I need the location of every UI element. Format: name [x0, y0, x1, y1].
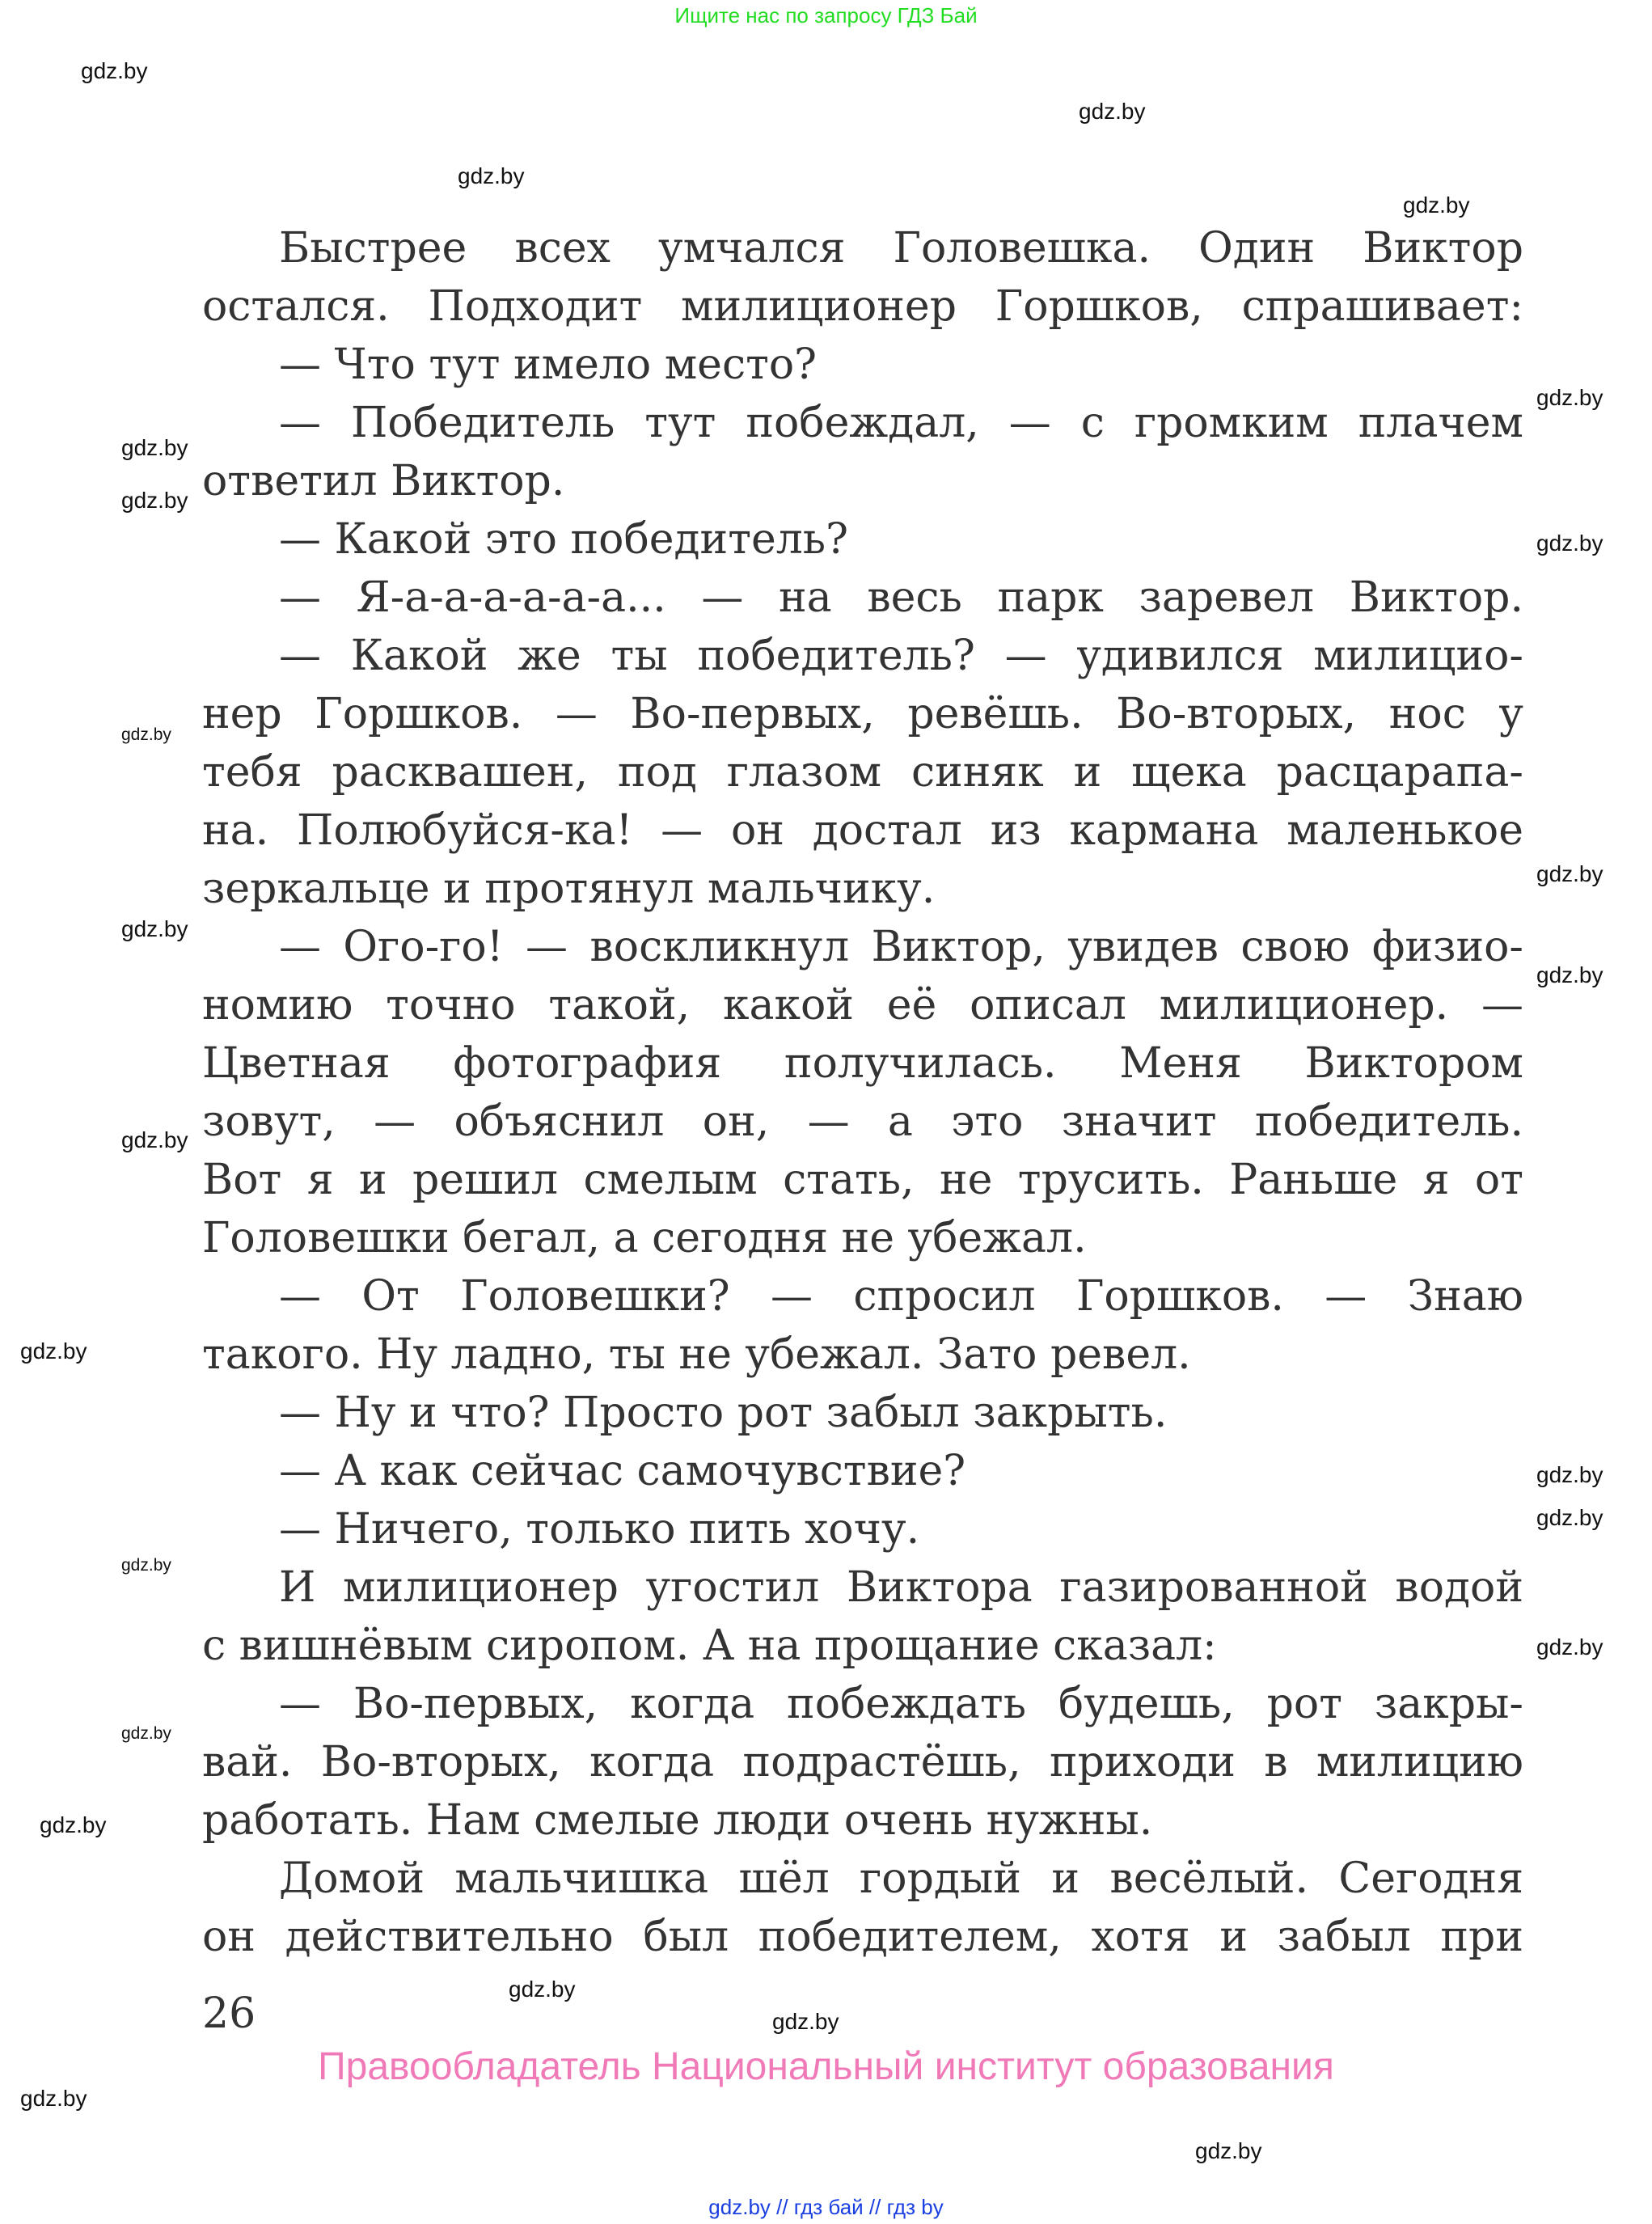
text-line: — Победитель тут побеждал, — с громким плачем: [279, 399, 1523, 447]
watermark-text: gdz.by: [121, 725, 171, 744]
watermark-text: gdz.by: [121, 1127, 188, 1152]
text-line: — Ого-го! — воскликнул Виктор, увидев свою физио-: [279, 923, 1523, 971]
text-line: Домой мальчишка шёл гордый и весёлый. Сегодня: [279, 1854, 1523, 1903]
watermark-text: gdz.by: [121, 435, 188, 460]
watermark-text: gdz.by: [1536, 531, 1603, 556]
text-line: нер Горшков. — Во-первых, ревёшь. Во-вторых, нос у: [202, 690, 1523, 738]
watermark-text: gdz.by: [1536, 962, 1603, 987]
text-line: он действительно был победителем, хотя и забыл при: [202, 1913, 1523, 1961]
text-line: ответил Виктор.: [202, 457, 565, 505]
watermark-text: gdz.by: [1536, 861, 1603, 886]
text-line: — Я-а-а-а-а-а-а... — на весь парк заревел Виктор.: [279, 573, 1523, 622]
text-line: Головешки бегал, а сегодня не убежал.: [202, 1214, 1087, 1262]
text-line: Быстрее всех умчался Головешка. Один Виктор: [279, 224, 1523, 273]
text-line: — Ну и что? Просто рот забыл закрыть.: [279, 1389, 1168, 1437]
watermark-text: gdz.by: [1536, 1462, 1603, 1487]
watermark-text: gdz.by: [20, 2086, 87, 2111]
watermark-text: gdz.by: [20, 1338, 87, 1364]
text-line: такого. Ну ладно, ты не убежал. Зато ревел.: [202, 1330, 1191, 1379]
text-line: — Какой же ты победитель? — удивился милицио-: [279, 632, 1523, 680]
watermark-text: gdz.by: [121, 488, 188, 513]
text-line: зеркальце и протянул мальчику.: [202, 865, 936, 913]
page-number: 26: [202, 1989, 256, 2038]
watermark-text: gdz.by: [772, 2009, 839, 2034]
text-line: на. Полюбуйся-ка! — он достал из кармана маленькое: [202, 806, 1523, 855]
text-line: Вот я и решил смелым стать, не трусить. Раньше я от: [202, 1156, 1523, 1204]
text-line: — А как сейчас самочувствие?: [279, 1447, 966, 1495]
watermark-text: gdz.by: [509, 1977, 576, 2002]
watermark-text: gdz.by: [121, 916, 188, 941]
watermark-text: gdz.by: [1536, 385, 1603, 410]
watermark-text: gdz.by: [121, 1724, 171, 1743]
text-line: номию точно такой, какой её описал милиционер. —: [202, 981, 1523, 1030]
text-line: И милиционер угостил Виктора газированной водой: [279, 1563, 1523, 1612]
text-line: зовут, — объяснил он, — а это значит победитель.: [202, 1097, 1523, 1146]
story-text: [202, 224, 1523, 1971]
watermark-text: gdz.by: [1195, 2138, 1262, 2163]
watermark-text: gdz.by: [1403, 192, 1470, 218]
watermark-text: gdz.by: [458, 163, 525, 188]
watermark-text: gdz.by: [1536, 1634, 1603, 1660]
search-hint-banner: Ищите нас по запросу ГДЗ Бай: [674, 3, 978, 27]
text-line: с вишнёвым сиропом. А на прощание сказал:: [202, 1621, 1217, 1670]
text-line: — Ничего, только пить хочу.: [279, 1505, 920, 1554]
text-line: остался. Подходит милиционер Горшков, спрашивает:: [202, 282, 1523, 331]
text-line: вай. Во-вторых, когда подрастёшь, приходи в милицию: [202, 1738, 1523, 1786]
watermark-text: gdz.by: [1079, 99, 1146, 124]
text-line: — Какой это победитель?: [279, 515, 848, 564]
text-line: — Что тут имело место?: [279, 340, 818, 389]
watermark-text: gdz.by: [81, 58, 148, 83]
watermark-text: gdz.by: [121, 1556, 171, 1575]
text-line: тебя расквашен, под глазом синяк и щека расцарапа-: [202, 748, 1523, 797]
text-line: — Во-первых, когда побеждать будешь, рот закры-: [279, 1680, 1523, 1728]
watermark-text: gdz.by: [1536, 1505, 1603, 1530]
watermark-text: gdz.by: [40, 1812, 107, 1837]
footer-links[interactable]: gdz.by // гдз бай // гдз by: [708, 2195, 944, 2219]
text-line: работать. Нам смелые люди очень нужны.: [202, 1796, 1153, 1845]
text-line: — От Головешки? — спросил Горшков. — Знаю: [279, 1272, 1523, 1321]
rights-holder-notice: Правообладатель Национальный институт образования: [318, 2045, 1334, 2088]
text-line: Цветная фотография получилась. Меня Виктором: [202, 1039, 1523, 1088]
